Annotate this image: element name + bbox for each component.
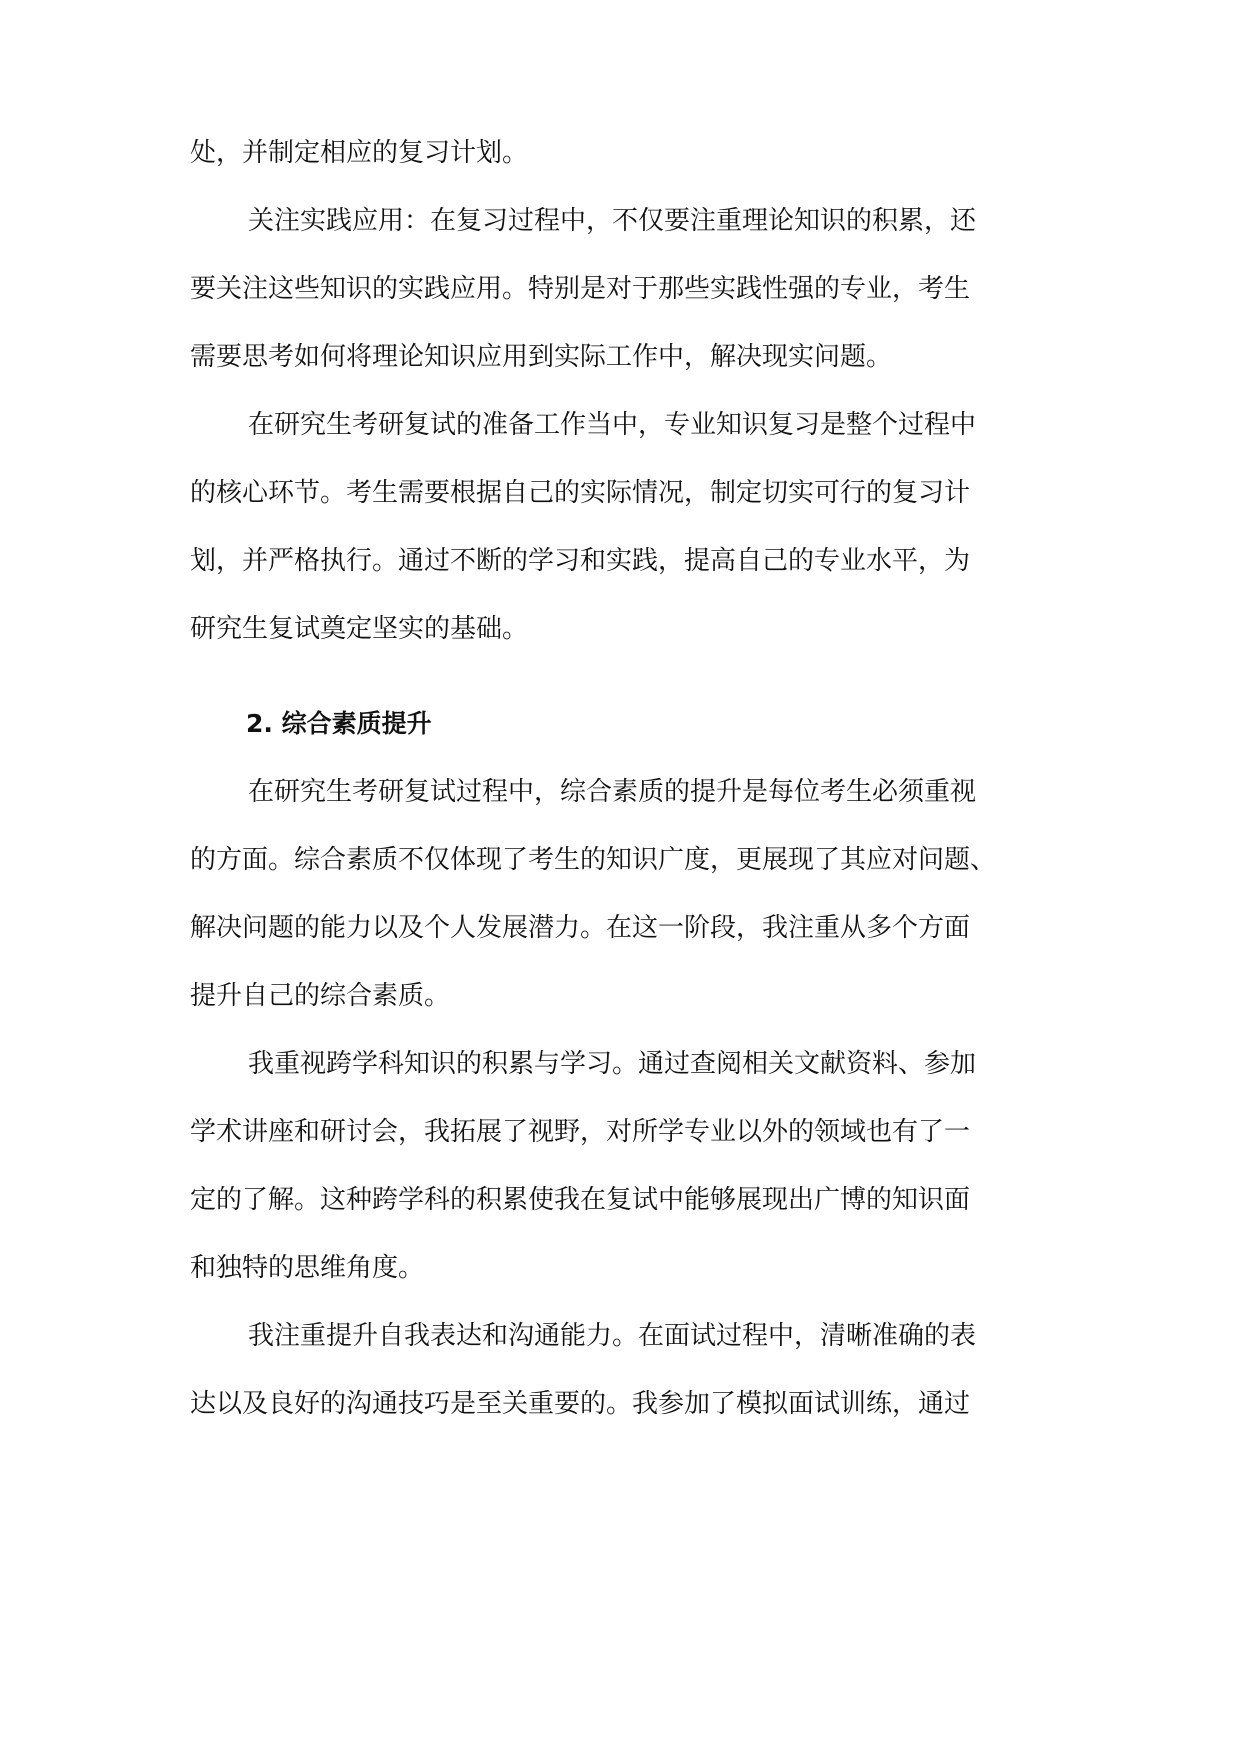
text-line: 关注实践应用：在复习过程中，不仅要注重理论知识的积累，还	[248, 206, 977, 236]
text-line: 定的了解。这种跨学科的积累使我在复试中能够展现出广博的知识面	[190, 1185, 971, 1215]
text-line: 的方面。综合素质不仅体现了考生的知识广度，更展现了其应对问题、	[190, 845, 997, 875]
text-line: 要关注这些知识的实践应用。特别是对于那些实践性强的专业，考生	[190, 274, 971, 304]
text-line: 在研究生考研复试过程中，综合素质的提升是每位考生必须重视	[248, 777, 977, 807]
text-line: 的核心环节。考生需要根据自己的实际情况，制定切实可行的复习计	[190, 478, 971, 508]
text-line: 我重视跨学科知识的积累与学习。通过查阅相关文献资料、参加	[248, 1049, 977, 1079]
text-line: 处，并制定相应的复习计划。	[190, 138, 529, 168]
text-line: 划，并严格执行。通过不断的学习和实践，提高自己的专业水平，为	[190, 546, 971, 576]
text-line: 达以及良好的沟通技巧是至关重要的。我参加了模拟面试训练，通过	[190, 1389, 971, 1419]
text-line: 在研究生考研复试的准备工作当中，专业知识复习是整个过程中	[248, 410, 977, 440]
section-heading: 2. 综合素质提升	[246, 709, 432, 738]
text-line: 研究生复试奠定坚实的基础。	[190, 614, 529, 644]
text-line: 解决问题的能力以及个人发展潜力。在这一阶段，我注重从多个方面	[190, 913, 971, 943]
text-line: 需要思考如何将理论知识应用到实际工作中，解决现实问题。	[190, 342, 893, 372]
text-line: 提升自己的综合素质。	[190, 981, 451, 1011]
text-line: 学术讲座和研讨会，我拓展了视野，对所学专业以外的领域也有了一	[190, 1117, 971, 1147]
text-line: 我注重提升自我表达和沟通能力。在面试过程中，清晰准确的表	[248, 1321, 977, 1351]
text-line: 和独特的思维角度。	[190, 1253, 425, 1283]
